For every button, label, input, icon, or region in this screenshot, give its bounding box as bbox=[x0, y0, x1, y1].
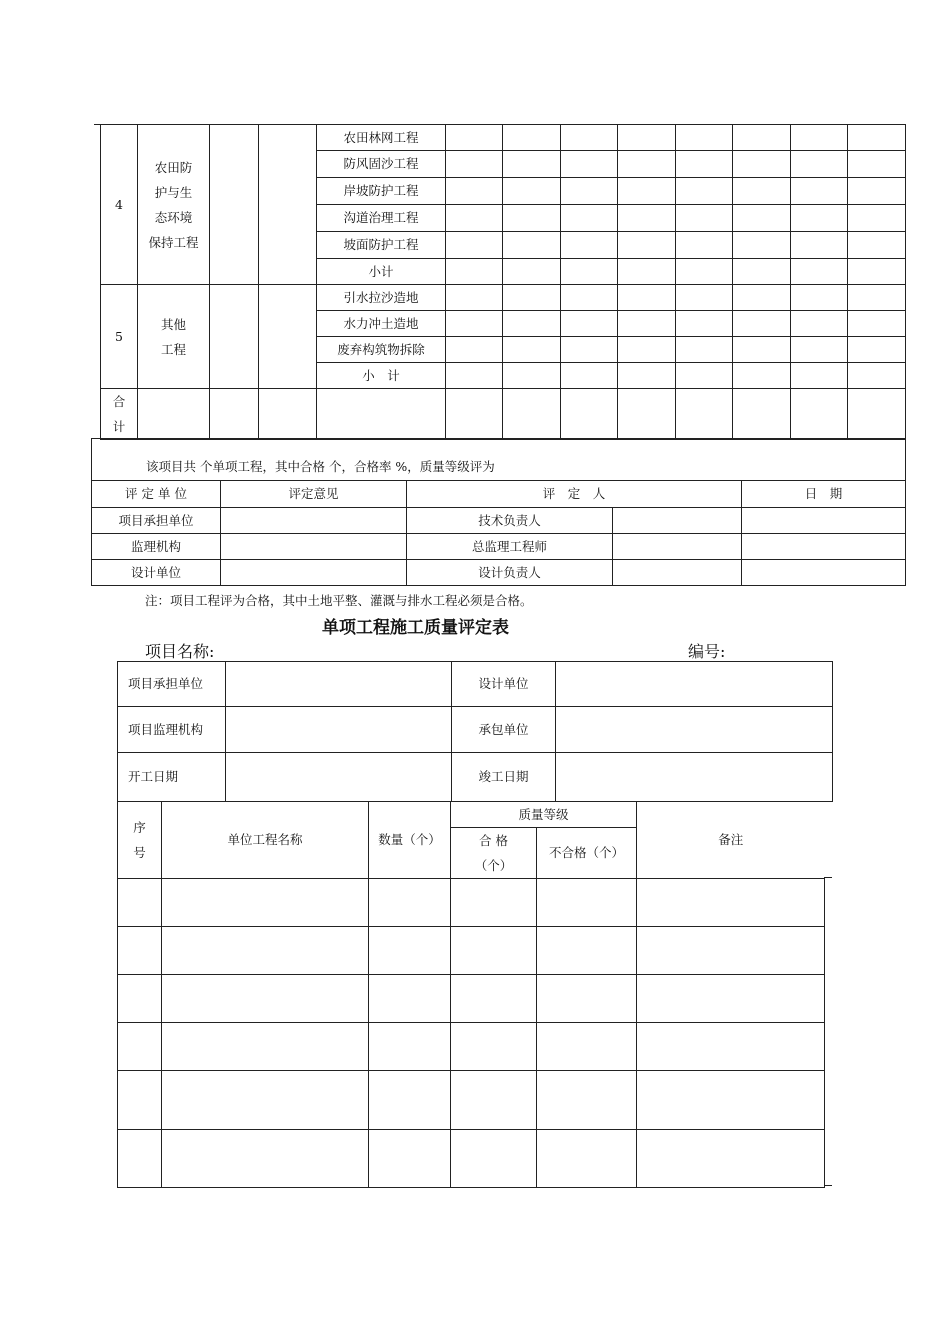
table-row bbox=[118, 927, 825, 975]
table-row bbox=[118, 879, 825, 927]
group-5-name: 其他 工程 bbox=[138, 285, 210, 389]
signoff-row bbox=[92, 560, 906, 586]
divider bbox=[824, 1185, 832, 1186]
signature-cell[interactable] bbox=[613, 534, 742, 560]
role-label: 设计负责人 bbox=[407, 560, 613, 586]
header-opinion: 评定意见 bbox=[221, 481, 407, 508]
table-row bbox=[101, 285, 906, 311]
opinion-cell[interactable] bbox=[221, 534, 407, 560]
table-row bbox=[118, 1023, 825, 1071]
info-row bbox=[118, 662, 833, 707]
item-label: 引水拉沙造地 bbox=[317, 285, 446, 311]
info-value-cell[interactable] bbox=[556, 707, 833, 753]
footnote: 注：项目工程评为合格，其中土地平整、灌溉与排水工程必须是合格。 bbox=[145, 593, 533, 608]
group-5-number: 5 bbox=[101, 285, 138, 389]
group-4-name: 农田防 护与生 态环境 保持工程 bbox=[138, 125, 210, 285]
unit-label: 设计单位 bbox=[92, 560, 221, 586]
summary-text: 该项目共 个单项工程，其中合格 个，合格率 %，质量等级评为 bbox=[92, 439, 906, 481]
header-row bbox=[118, 802, 825, 828]
subtotal-label: 小 计 bbox=[317, 363, 446, 389]
total-label: 合 计 bbox=[101, 389, 138, 440]
header-qty: 数量（个） bbox=[369, 802, 451, 879]
cell[interactable] bbox=[259, 125, 317, 285]
header-fail: 不合格（个） bbox=[537, 828, 637, 879]
header-seq: 序 号 bbox=[118, 802, 162, 879]
info-value-cell[interactable] bbox=[556, 662, 833, 707]
role-label: 总监理工程师 bbox=[407, 534, 613, 560]
table-row bbox=[101, 389, 906, 440]
signature-cell[interactable] bbox=[613, 508, 742, 534]
header-pass: 合 格 （个） bbox=[451, 828, 537, 879]
divider bbox=[94, 124, 100, 125]
signature-cell[interactable] bbox=[613, 560, 742, 586]
info-value-cell[interactable] bbox=[226, 753, 452, 802]
form-title: 单项工程施工质量评定表 bbox=[322, 618, 509, 638]
role-label: 技术负责人 bbox=[407, 508, 613, 534]
date-cell[interactable] bbox=[742, 534, 906, 560]
info-row bbox=[118, 753, 833, 802]
unit-label: 项目承担单位 bbox=[92, 508, 221, 534]
opinion-cell[interactable] bbox=[221, 508, 407, 534]
info-label: 设计单位 bbox=[452, 662, 556, 707]
subtotal-label: 小计 bbox=[317, 259, 446, 285]
info-label: 项目承担单位 bbox=[118, 662, 226, 707]
signoff-row bbox=[92, 534, 906, 560]
item-label: 水力冲土造地 bbox=[317, 311, 446, 337]
signoff-table bbox=[91, 438, 906, 586]
divider bbox=[824, 801, 832, 802]
header-person: 评 定 人 bbox=[407, 481, 742, 508]
table-row bbox=[118, 1130, 825, 1188]
info-label: 竣工日期 bbox=[452, 753, 556, 802]
unit-label: 监理机构 bbox=[92, 534, 221, 560]
divider bbox=[824, 877, 832, 878]
date-cell[interactable] bbox=[742, 560, 906, 586]
group-4-number: 4 bbox=[101, 125, 138, 285]
header-grade: 质量等级 bbox=[451, 802, 637, 828]
opinion-cell[interactable] bbox=[221, 560, 407, 586]
table-row bbox=[118, 1071, 825, 1130]
continuation-table bbox=[100, 124, 906, 440]
header-name: 单位工程名称 bbox=[162, 802, 369, 879]
cell[interactable] bbox=[210, 125, 259, 285]
header-unit: 评 定 单 位 bbox=[92, 481, 221, 508]
item-label: 坡面防护工程 bbox=[317, 232, 446, 259]
signoff-header-row bbox=[92, 481, 906, 508]
item-label: 农田林网工程 bbox=[317, 125, 446, 151]
signoff-row bbox=[92, 508, 906, 534]
item-label: 废弃构筑物拆除 bbox=[317, 337, 446, 363]
header-date: 日 期 bbox=[742, 481, 906, 508]
number-label: 编号: bbox=[688, 642, 726, 661]
info-label: 开工日期 bbox=[118, 753, 226, 802]
info-value-cell[interactable] bbox=[556, 753, 833, 802]
unit-works-table bbox=[117, 801, 825, 1188]
header-remark: 备注 bbox=[637, 802, 825, 879]
table-row bbox=[101, 125, 906, 151]
table-row bbox=[118, 975, 825, 1023]
info-table bbox=[117, 661, 833, 802]
item-label: 岸坡防护工程 bbox=[317, 178, 446, 205]
info-row bbox=[118, 707, 833, 753]
info-label: 承包单位 bbox=[452, 707, 556, 753]
item-label: 沟道治理工程 bbox=[317, 205, 446, 232]
project-name-label: 项目名称: bbox=[145, 642, 215, 661]
item-label: 防风固沙工程 bbox=[317, 151, 446, 178]
date-cell[interactable] bbox=[742, 508, 906, 534]
info-label: 项目监理机构 bbox=[118, 707, 226, 753]
summary-row bbox=[92, 439, 906, 481]
info-value-cell[interactable] bbox=[226, 662, 452, 707]
info-value-cell[interactable] bbox=[226, 707, 452, 753]
